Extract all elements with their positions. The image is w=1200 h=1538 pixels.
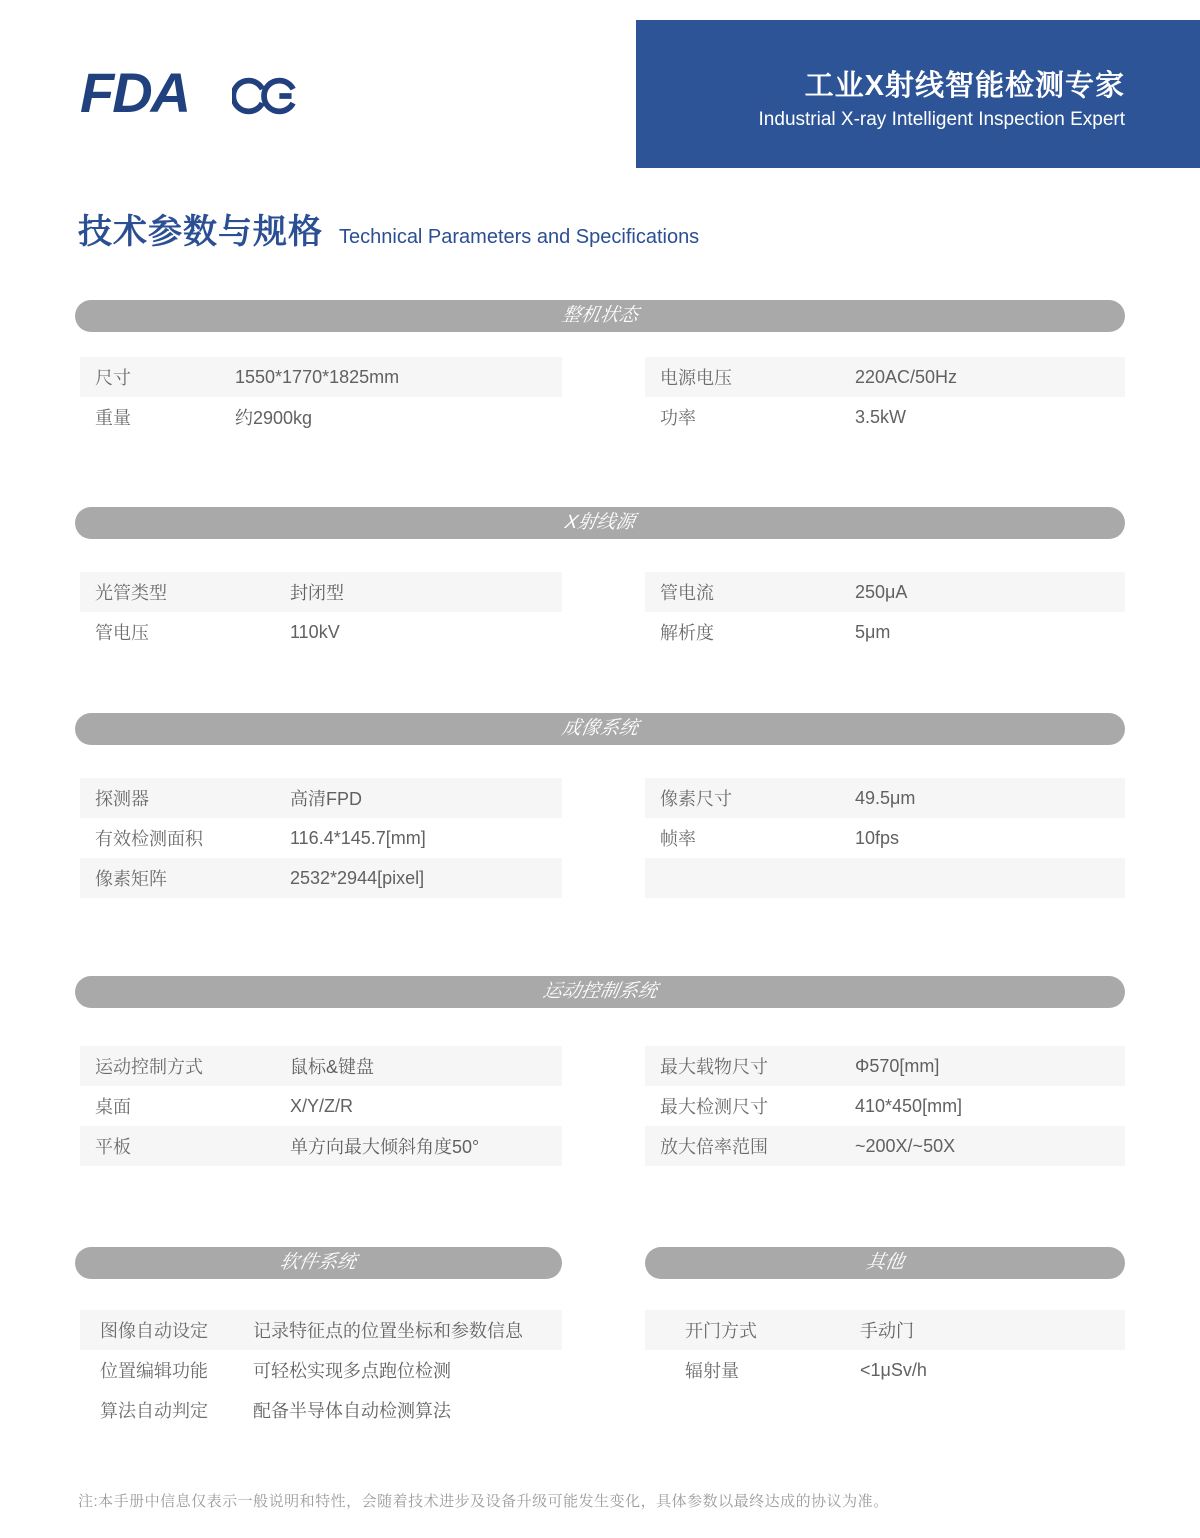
spec-value: ~200X/~50X [855, 1135, 956, 1156]
section-pill-xray-source [75, 507, 1125, 539]
section-xray-source [75, 507, 1125, 652]
spec-value: X/Y/Z/R [290, 1095, 354, 1116]
section-motion-control [75, 976, 1125, 1166]
spec-value: 配备半导体自动检测算法 [253, 1401, 451, 1421]
section-machine-status [75, 300, 1125, 437]
spec-value: 高清FPD [290, 789, 362, 809]
spec-label: 像素矩阵 [95, 869, 167, 889]
header-band-title-en: Industrial X-ray Intelligent Inspection Expert [758, 109, 1125, 130]
spec-row [80, 397, 562, 437]
certification-logos [80, 62, 296, 124]
spec-value: 封闭型 [290, 583, 344, 603]
spec-value: 鼠标&键盘 [290, 1057, 375, 1077]
spec-row [645, 1086, 1125, 1126]
page-title-en: Technical Parameters and Specifications [339, 226, 700, 248]
spec-value: 5μm [855, 621, 891, 642]
spec-value: 250μA [855, 581, 908, 602]
spec-table-left [80, 572, 562, 652]
spec-row [80, 572, 562, 612]
spec-row [645, 1126, 1125, 1166]
spec-row [645, 357, 1125, 397]
spec-row [80, 612, 562, 652]
spec-row [80, 1126, 562, 1166]
spec-table-right [645, 778, 1125, 898]
spec-table-left [80, 778, 562, 898]
spec-row [80, 1390, 562, 1430]
spec-row [80, 818, 562, 858]
spec-label: 最大检测尺寸 [660, 1097, 768, 1117]
section-body [75, 1310, 1125, 1390]
spec-value: 3.5kW [855, 406, 907, 427]
header-band-title-zh: 工业X射线智能检测专家 [804, 70, 1125, 102]
section-imaging-system [75, 713, 1125, 898]
spec-label: 图像自动设定 [100, 1321, 208, 1341]
spec-label: 解析度 [660, 623, 714, 643]
section-pill-title: 成像系统 [560, 718, 640, 739]
spec-label: 放大倍率范围 [660, 1137, 768, 1157]
spec-label: 电源电压 [660, 368, 732, 388]
spec-value: Φ570[mm] [855, 1055, 940, 1076]
section-pill-title: 其他 [864, 1252, 906, 1273]
spec-row [80, 858, 562, 898]
spec-label: 平板 [95, 1137, 131, 1157]
spec-row [80, 1086, 562, 1126]
header-band [636, 20, 1200, 168]
spec-label: 开门方式 [685, 1321, 757, 1341]
fda-logo-icon [80, 62, 206, 124]
section-pill-imaging-system [75, 713, 1125, 745]
spec-value: 49.5μm [855, 787, 916, 808]
spec-row [80, 357, 562, 397]
spec-label: 尺寸 [95, 368, 131, 388]
spec-value: 记录特征点的位置坐标和参数信息 [253, 1321, 523, 1341]
spec-row [80, 778, 562, 818]
spec-table-right [645, 572, 1125, 652]
ce-mark-icon [232, 71, 296, 121]
fda-logo-text: FDA [80, 62, 190, 124]
spec-value: 410*450[mm] [855, 1095, 963, 1116]
spec-value: 220AC/50Hz [855, 366, 958, 387]
section-pill-title: 整机状态 [560, 305, 640, 326]
spec-label: 运动控制方式 [95, 1057, 203, 1077]
spec-value: 10fps [855, 827, 900, 848]
spec-label: 算法自动判定 [100, 1401, 208, 1421]
spec-label: 桌面 [95, 1097, 131, 1117]
spec-label: 光管类型 [95, 583, 167, 603]
spec-value: 可轻松实现多点跑位检测 [253, 1361, 451, 1381]
section-pill-other [645, 1247, 1125, 1279]
section-body [75, 1046, 1125, 1166]
page-title-zh: 技术参数与规格 [78, 213, 323, 251]
section-pill-title: X射线源 [563, 512, 637, 533]
section-body [75, 778, 1125, 898]
spec-table-right [645, 1310, 1125, 1390]
section-pill-title: 软件系统 [278, 1252, 359, 1273]
spec-value: 116.4*145.7[mm] [290, 827, 426, 848]
spec-label: 有效检测面积 [95, 829, 203, 849]
section-pill-machine-status [75, 300, 1125, 332]
spec-row [645, 778, 1125, 818]
spec-row [645, 1046, 1125, 1086]
spec-label: 重量 [95, 408, 131, 428]
spec-value: 110kV [290, 621, 340, 642]
spec-value: 约2900kg [235, 408, 313, 428]
spec-row [645, 858, 1125, 898]
section-body [75, 357, 1125, 437]
spec-value: <1μSv/h [860, 1359, 927, 1380]
spec-value: 单方向最大倾斜角度50° [290, 1137, 480, 1157]
spec-value: 2532*2944[pixel] [290, 867, 425, 888]
spec-value: 1550*1770*1825mm [235, 366, 400, 387]
spec-label: 辐射量 [685, 1361, 739, 1381]
spec-row [645, 1350, 1125, 1390]
spec-label: 管电流 [660, 583, 714, 603]
spec-row [645, 397, 1125, 437]
spec-row [645, 572, 1125, 612]
spec-table-left [80, 1046, 562, 1166]
spec-row [80, 1046, 562, 1086]
spec-label: 探测器 [95, 789, 149, 809]
spec-table-right [645, 1046, 1125, 1166]
spec-label: 最大载物尺寸 [660, 1057, 768, 1077]
section-pill-title: 运动控制系统 [541, 981, 659, 1002]
page-title [78, 204, 699, 253]
spec-label: 位置编辑功能 [100, 1361, 208, 1381]
spec-value: 手动门 [860, 1321, 914, 1341]
spec-row [645, 818, 1125, 858]
spec-table-right [645, 357, 1125, 437]
spec-row [645, 612, 1125, 652]
spec-label: 管电压 [95, 623, 149, 643]
spec-label: 像素尺寸 [660, 789, 732, 809]
spec-label: 功率 [660, 408, 696, 428]
section-other [75, 1247, 1125, 1390]
spec-label: 帧率 [660, 829, 696, 849]
spec-row [645, 1310, 1125, 1350]
spec-table-left [80, 357, 562, 437]
footer-note: 注:本手册中信息仅表示一般说明和特性，会随着技术进步及设备升级可能发生变化，具体参数以最终达成的协议为准。 [78, 1493, 889, 1510]
section-body [75, 572, 1125, 652]
section-pill-motion-control [75, 976, 1125, 1008]
